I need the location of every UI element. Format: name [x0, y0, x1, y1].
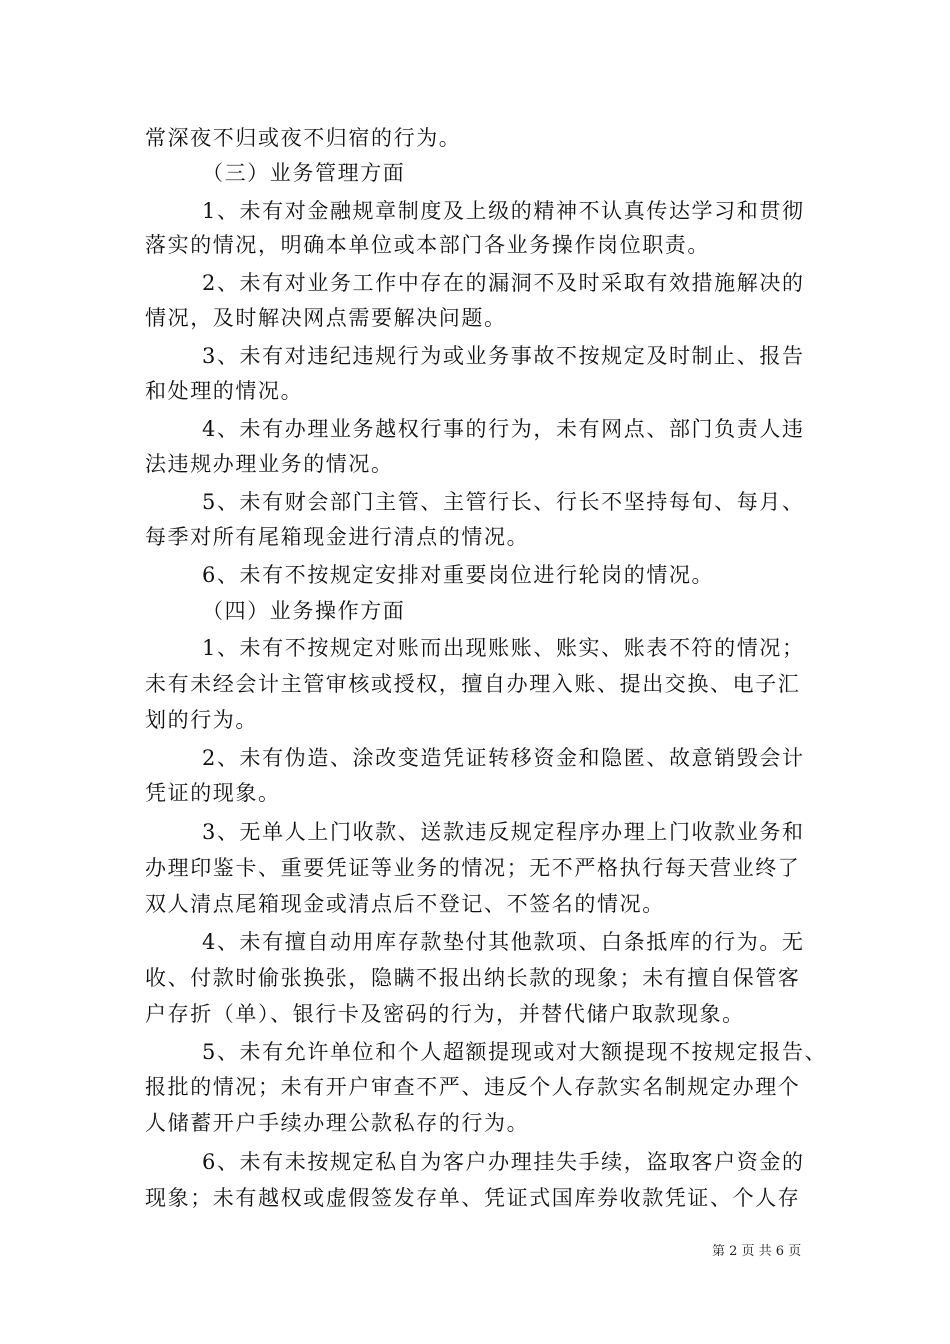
text-line: 1、未有不按规定对账而出现账账、账实、账表不符的情况；: [202, 636, 805, 660]
text-line: 收、付款时偷张换张，隐瞒不报出纳长款的现象；未有擅自保管客: [145, 966, 801, 990]
text-line: 报批的情况；未有开户审查不严、违反个人存款实名制规定办理个: [145, 1075, 801, 1099]
page-number-footer: 第 2 页 共 6 页: [712, 1244, 802, 1259]
text-line: 常深夜不归或夜不归宿的行为。: [145, 126, 462, 150]
text-line: 和处理的情况。: [145, 379, 304, 403]
text-line: 2、未有对业务工作中存在的漏洞不及时采取有效措施解决的: [202, 271, 805, 295]
text-line: 户存折（单）、银行卡及密码的行为，并替代储户取款现象。: [145, 1002, 745, 1026]
text-line: 落实的情况，明确本单位或本部门各业务操作岗位职责。: [145, 233, 710, 257]
text-line: 6、未有不按规定安排对重要岗位进行轮岗的情况。: [202, 563, 715, 587]
text-line: 人储蓄开户手续办理公款私存的行为。: [145, 1111, 530, 1135]
section-heading-3: （三）业务管理方面: [202, 161, 406, 185]
text-line: 6、未有未按规定私自为客户办理挂失手续，盗取客户资金的: [202, 1150, 805, 1174]
text-line: 2、未有伪造、涂改变造凭证转移资金和隐匿、故意销毁会计: [202, 746, 805, 770]
text-line: 现象；未有越权或虚假签发存单、凭证式国库券收款凭证、个人存: [145, 1186, 801, 1210]
text-line: 情况，及时解决网点需要解决问题。: [145, 306, 507, 330]
section-heading-4: （四）业务操作方面: [202, 599, 406, 623]
text-line: 双人清点尾箱现金或清点后不登记、不签名的情况。: [145, 892, 665, 916]
text-line: 法违规办理业务的情况。: [145, 452, 394, 476]
text-line: 5、未有财会部门主管、主管行长、行长不坚持每旬、每月、: [202, 490, 805, 514]
text-line: 3、未有对违纪违规行为或业务事故不按规定及时制止、报告: [202, 344, 805, 368]
text-line: 凭证的现象。: [145, 781, 281, 805]
text-line: 1、未有对金融规章制度及上级的精神不认真传达学习和贯彻: [202, 199, 805, 223]
text-line: 5、未有允许单位和个人超额提现或对大额提现不按规定报告、: [202, 1040, 828, 1064]
text-line: 每季对所有尾箱现金进行清点的情况。: [145, 525, 530, 549]
text-line: 4、未有办理业务越权行事的行为，未有网点、部门负责人违: [202, 417, 805, 441]
text-line: 划的行为。: [145, 708, 258, 732]
text-line: 办理印鉴卡、重要凭证等业务的情况；无不严格执行每天营业终了: [145, 856, 801, 880]
text-line: 4、未有擅自动用库存款垫付其他款项、白条抵库的行为。无: [202, 930, 805, 954]
text-line: 3、无单人上门收款、送款违反规定程序办理上门收款业务和: [202, 820, 805, 844]
text-line: 未有未经会计主管审核或授权，擅自办理入账、提出交换、电子汇: [145, 672, 801, 696]
